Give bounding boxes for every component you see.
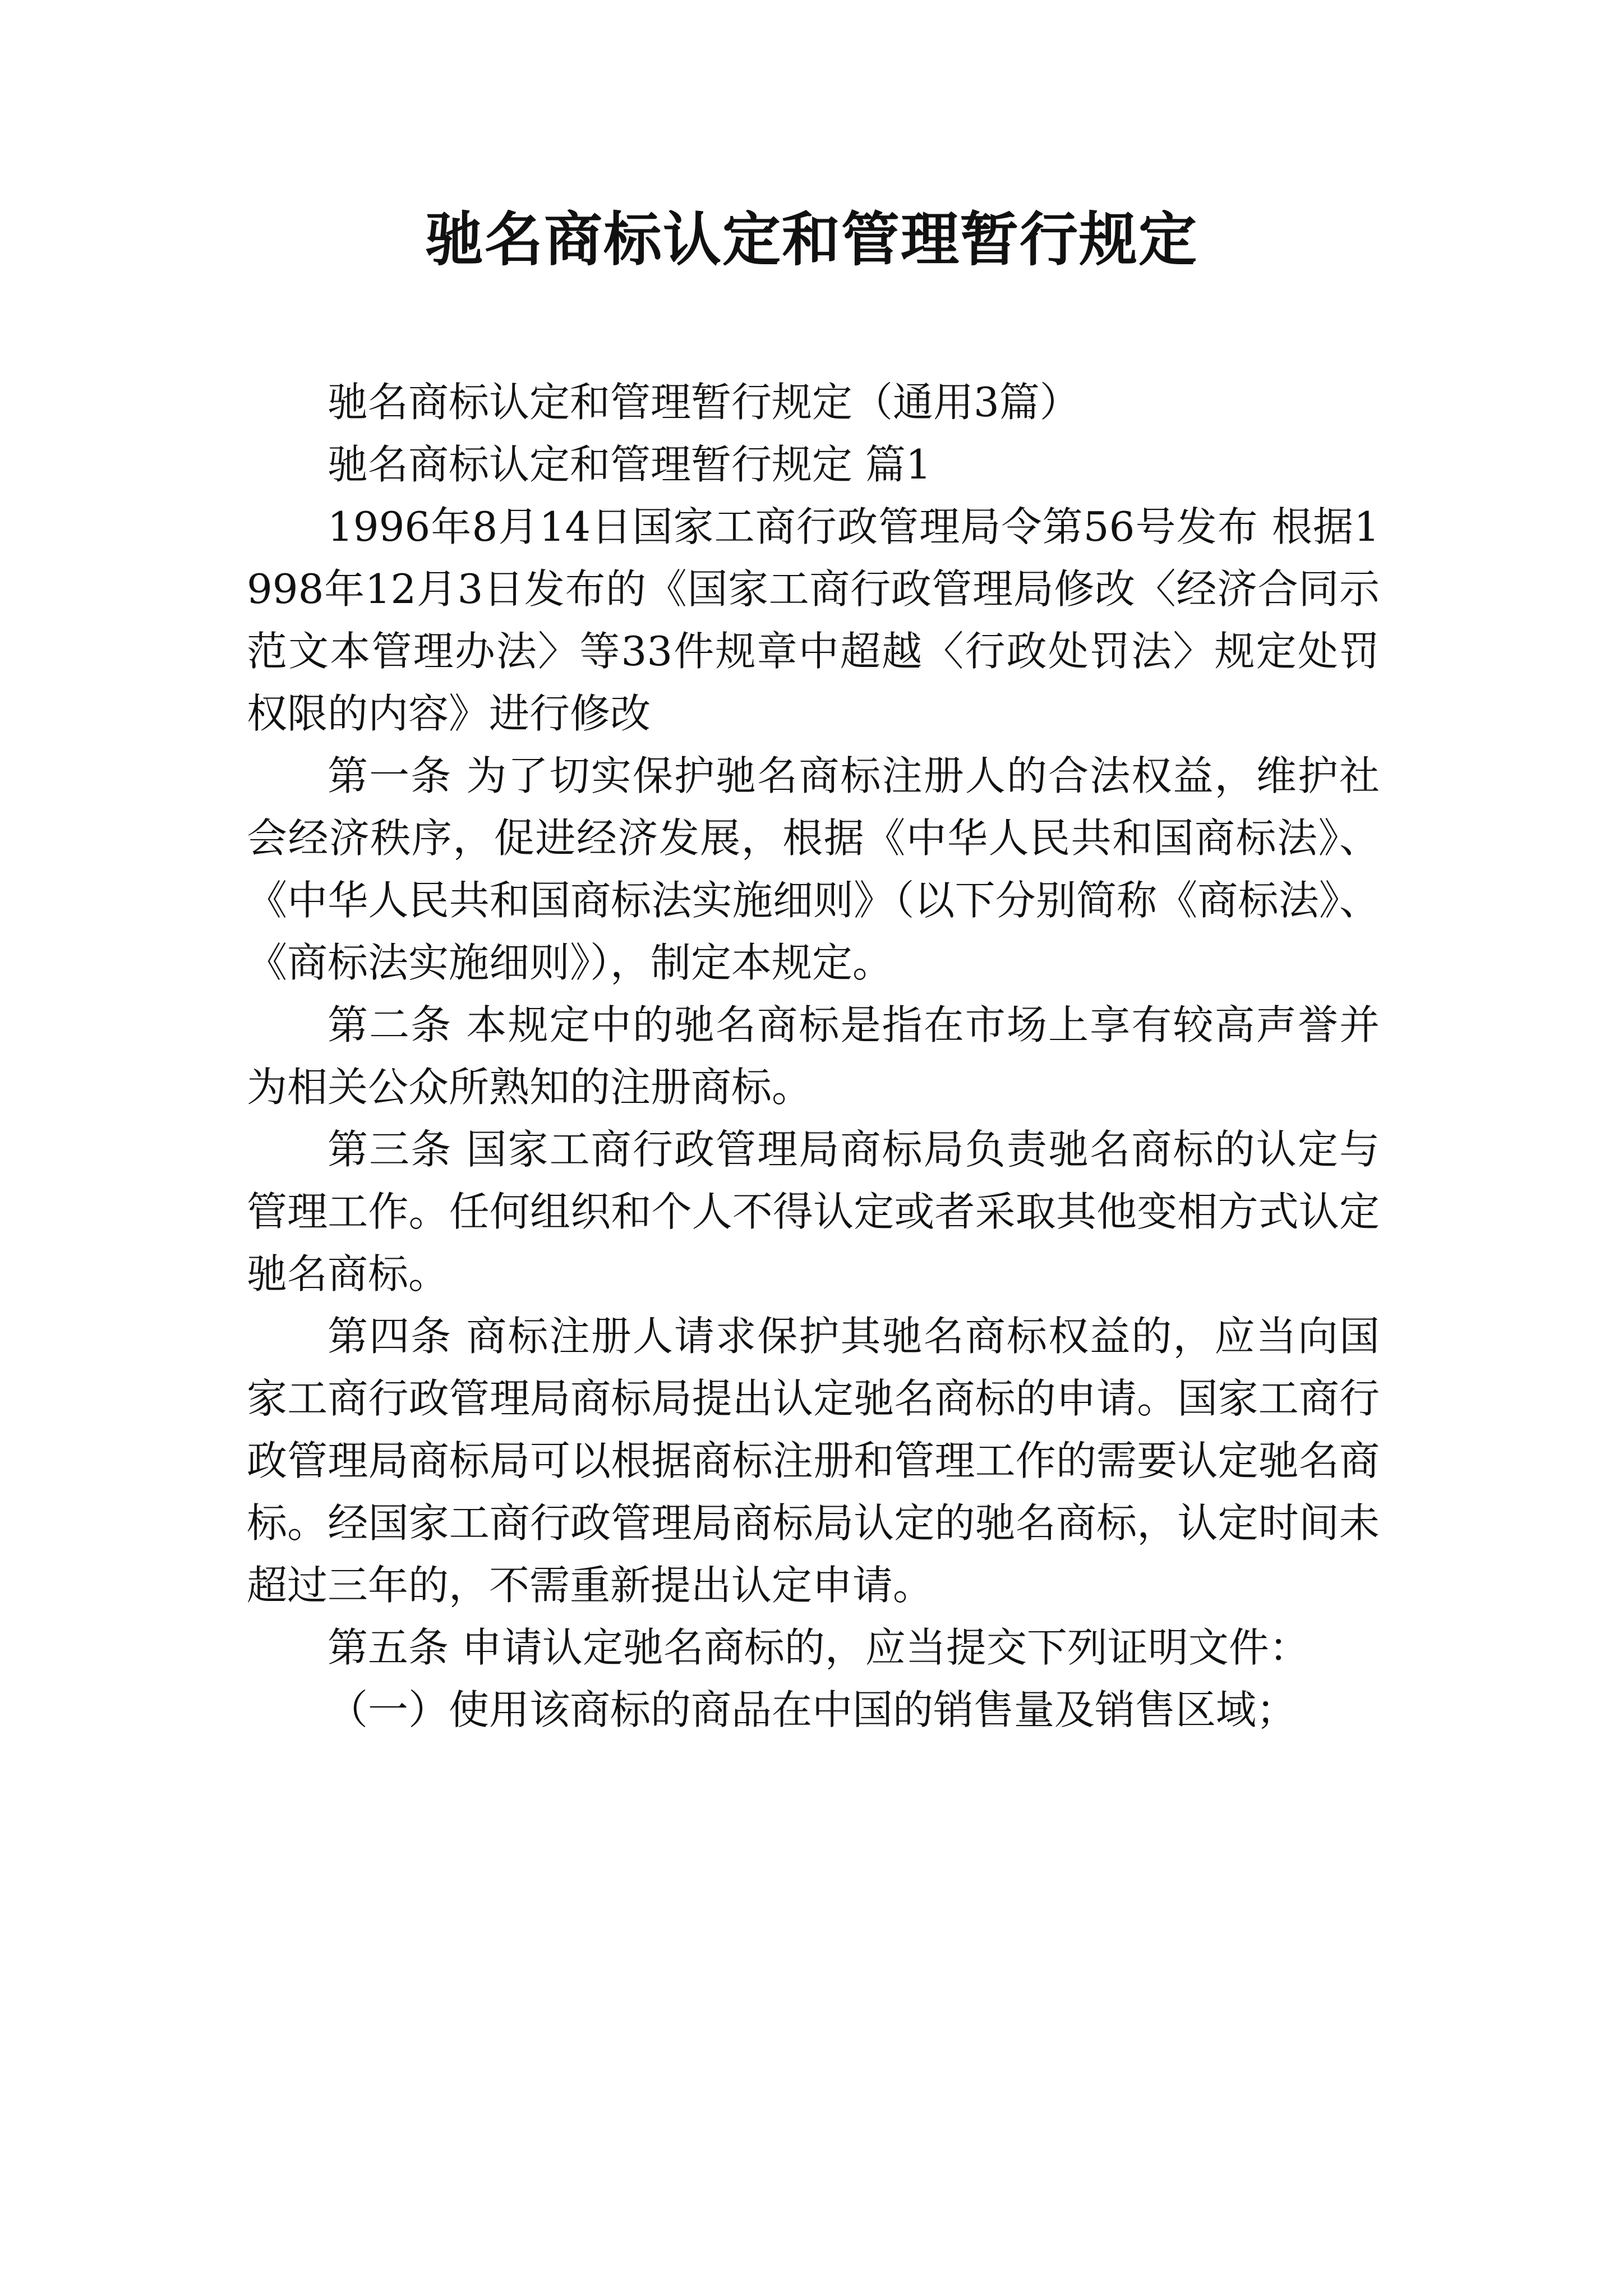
paragraph-article-2: 第二条 本规定中的驰名商标是指在市场上享有较高声誉并为相关公众所熟知的注册商标。 xyxy=(247,1001,1380,1111)
paragraph-article-5: 第五条 申请认定驰名商标的，应当提交下列证明文件： xyxy=(328,1624,1310,1671)
paragraph-section-heading: 驰名商标认定和管理暂行规定 篇1 xyxy=(328,441,932,488)
paragraph-subtitle: 驰名商标认定和管理暂行规定（通用3篇） xyxy=(328,379,1080,426)
paragraph-article-5-item-1: （一）使用该商标的商品在中国的销售量及销售区域； xyxy=(328,1686,1297,1733)
paragraph-issuance-note: 1996年8月14日国家工商行政管理局令第56号发布 根据1998年12月3日发布的《国家工商行政管理局修改〈经济合同示范文本管理办法〉等33件规章中超越〈行政处罚法〉规定处罚权限的内容》进行修改 xyxy=(247,503,1380,737)
document-title: 驰名商标认定和管理暂行规定 xyxy=(425,205,1198,274)
paragraph-article-1: 第一条 为了切实保护驰名商标注册人的合法权益，维护社会经济秩序，促进经济发展，根据《中华人民共和国商标法》、《中华人民共和国商标法实施细则》（以下分别简称《商标法》、《商标法实施细则》），制定本规定。 xyxy=(247,752,1380,986)
paragraph-article-3: 第三条 国家工商行政管理局商标局负责驰名商标的认定与管理工作。任何组织和个人不得认定或者采取其他变相方式认定驰名商标。 xyxy=(247,1126,1380,1297)
document-body xyxy=(247,371,1380,1741)
paragraph-article-4: 第四条 商标注册人请求保护其驰名商标权益的，应当向国家工商行政管理局商标局提出认定驰名商标的申请。国家工商行政管理局商标局可以根据商标注册和管理工作的需要认定驰名商标。经国家工商行政管理局商标局认定的驰名商标，认定时间未超过三年的，不需重新提出认定申请。 xyxy=(247,1313,1380,1609)
